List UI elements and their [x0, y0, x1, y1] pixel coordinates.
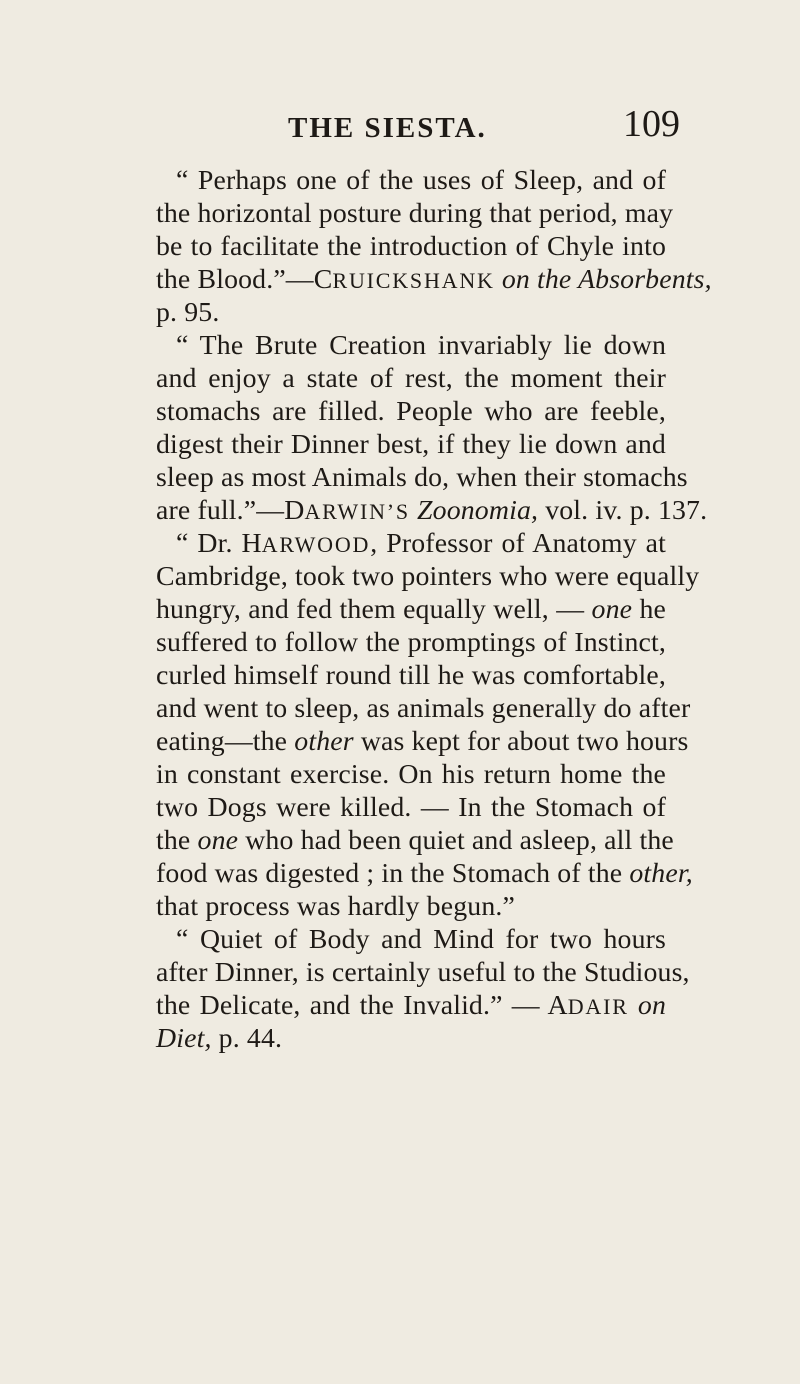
work-title: Zoonomia, — [409, 495, 539, 526]
text-line: and enjoy a state of rest, the moment their — [156, 363, 666, 394]
author-name-smallcaps: RUICKSHANK — [332, 268, 495, 293]
text-line: food was digested ; in the Stomach of the other, — [156, 858, 693, 889]
author-name: D — [284, 495, 305, 526]
text-line: the horizontal posture during that period, may — [156, 198, 674, 229]
text-line: two Dogs were killed. — In the Stomach of — [156, 792, 666, 823]
text-line: the Blood.”—CRUICKSHANK on the Absorbents, — [156, 264, 712, 295]
text-line: “ Perhaps one of the uses of Sleep, and of — [176, 165, 666, 196]
text-line: and went to sleep, as animals generally do after — [156, 693, 691, 724]
text-line: hungry, and fed them equally well, — one he — [156, 594, 667, 625]
text-line: suffered to follow the promptings of Instinct, — [156, 627, 666, 658]
author-name: A — [547, 990, 568, 1021]
text-line: the Delicate, and the Invalid.” — ADAIR on — [156, 990, 666, 1021]
work-title: Diet, — [156, 1023, 212, 1054]
page-body — [156, 164, 712, 1055]
text-line: the one who had been quiet and asleep, all the — [156, 825, 674, 856]
page-number: 109 — [623, 103, 680, 145]
person-name-smallcaps: ARWOOD — [261, 532, 371, 557]
text-line: Cambridge, took two pointers who were equally — [156, 561, 700, 592]
text-line: digest their Dinner best, if they lie down and — [156, 429, 666, 460]
text-line: “ Dr. HARWOOD, Professor of Anatomy at — [176, 528, 666, 559]
text-line: sleep as most Animals do, when their stomachs — [156, 462, 688, 493]
text-line: p. 95. — [156, 297, 220, 328]
text-line: stomachs are filled. People who are feeble, — [156, 396, 666, 427]
text-line: “ Quiet of Body and Mind for two hours — [176, 924, 666, 955]
author-name-smallcaps: ARWIN’S — [304, 499, 410, 524]
text-line: be to facilitate the introduction of Chyle into — [156, 231, 666, 262]
emphasis: one — [197, 825, 239, 856]
text-line: after Dinner, is certainly useful to the Studious, — [156, 957, 690, 988]
running-title: THE SIESTA. — [288, 112, 487, 144]
text-line: in constant exercise. On his return home the — [156, 759, 666, 790]
running-head — [156, 102, 680, 152]
text-line: are full.”—DARWIN’S Zoonomia, vol. iv. p. 137. — [156, 495, 708, 526]
text-line: eating—the other was kept for about two hours — [156, 726, 689, 757]
work-title: on the Absorbents, — [494, 264, 712, 295]
emphasis: one — [591, 594, 633, 625]
emphasis: other — [294, 726, 354, 757]
text-line: Diet, p. 44. — [156, 1023, 283, 1054]
author-name-smallcaps: DAIR — [567, 994, 629, 1019]
text-line: “ The Brute Creation invariably lie down — [176, 330, 666, 361]
author-name: C — [313, 264, 333, 295]
work-title: on — [628, 990, 666, 1021]
person-name: H — [241, 528, 262, 559]
text-line: that process was hardly begun.” — [156, 891, 515, 922]
text-line: curled himself round till he was comfortable, — [156, 660, 666, 691]
emphasis: other, — [629, 858, 693, 889]
